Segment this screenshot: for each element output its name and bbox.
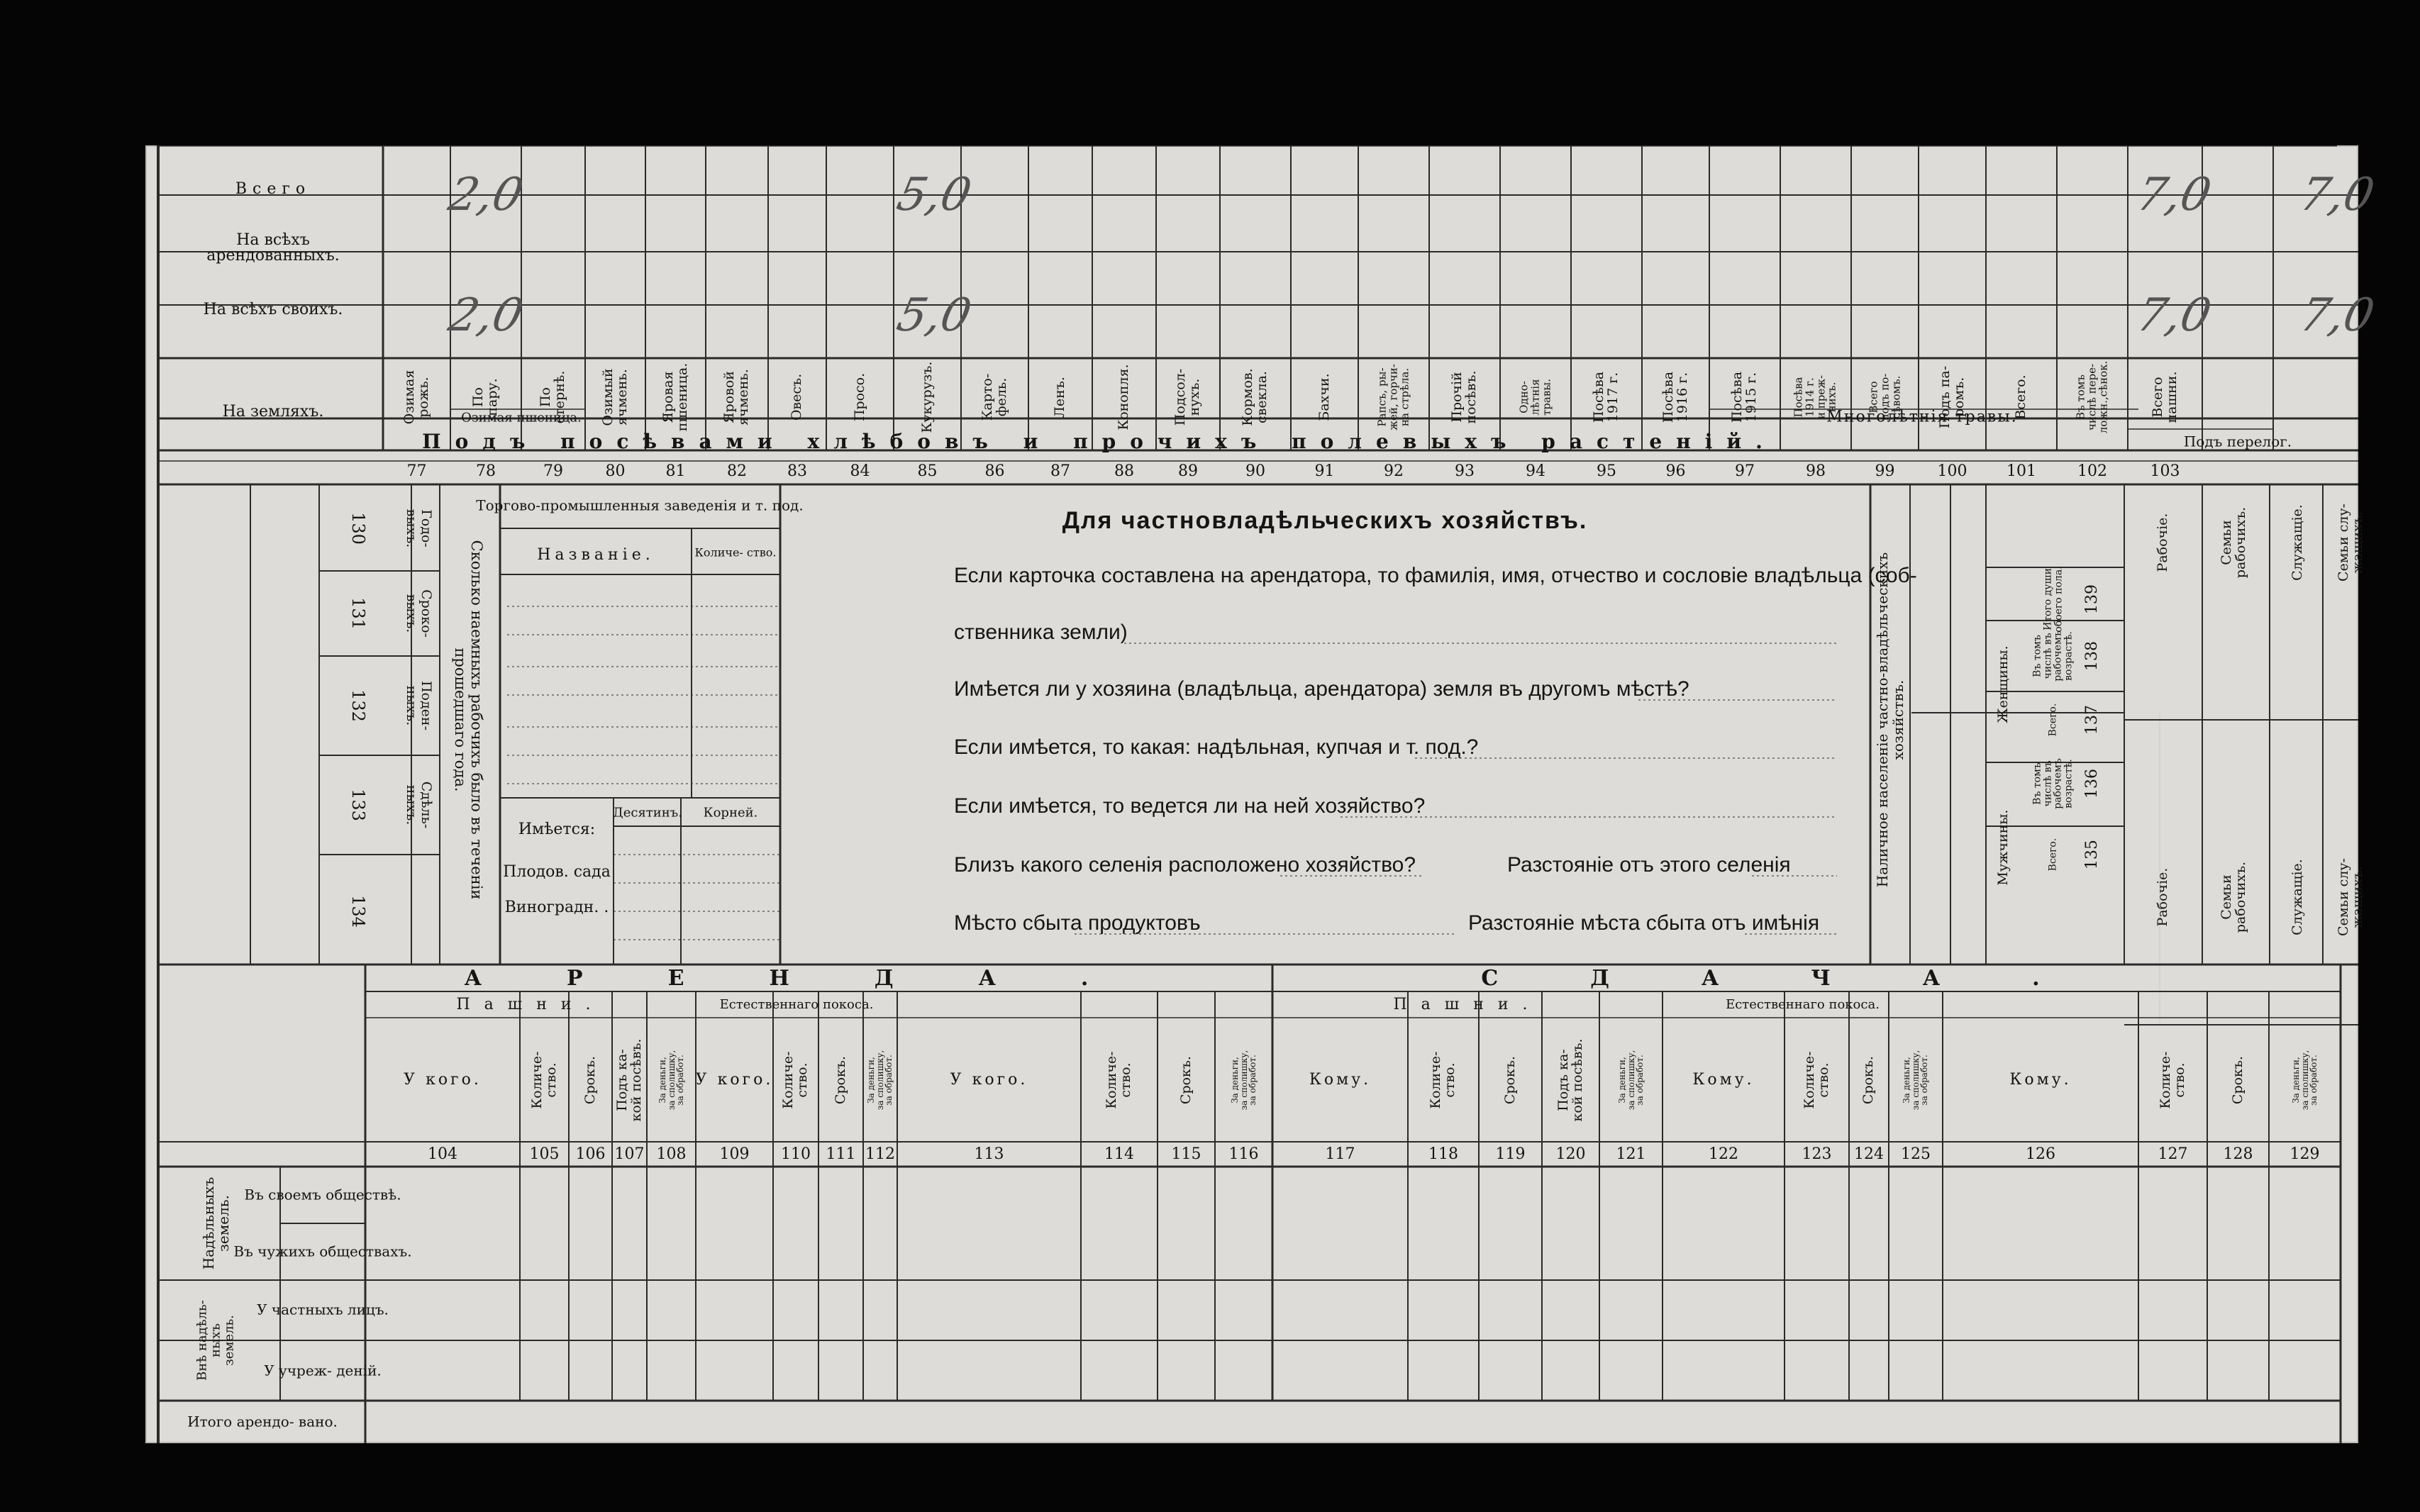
hired-num-132: 132: [348, 689, 369, 722]
col-num-87: 87: [1050, 462, 1070, 480]
lease-header-109: У кого.: [695, 1071, 774, 1089]
lease-num-117: 117: [1325, 1145, 1355, 1163]
crop-header-89: Подсол- нухъ.: [1172, 368, 1202, 426]
lease-num-112: 112: [865, 1145, 895, 1163]
hired-label-130: Годо- выхъ.: [404, 508, 434, 548]
pop-women-total: Всего.: [2047, 703, 2059, 737]
crop-header-88: Конопля.: [1116, 364, 1132, 430]
lease-num-121: 121: [1616, 1145, 1646, 1163]
handwritten-v99_total: 7,0: [2132, 169, 2216, 221]
question-q1: Если карточка составлена на арендатора, то фамилія, имя, отчество и сословіе владѣльца (соб-: [954, 564, 1917, 587]
crop-header-85: Кукурузъ.: [918, 361, 935, 433]
lease-num-104: 104: [428, 1145, 457, 1163]
lease-num-123: 123: [1802, 1145, 1832, 1163]
lease-num-113: 113: [974, 1145, 1004, 1163]
col-num-90: 90: [1245, 462, 1265, 480]
crop-header-99: Всего подъ по- сѣвомъ.: [1866, 373, 1902, 421]
lease-num-129: 129: [2289, 1145, 2320, 1163]
lease-header-129: За деньги, за сполишку, за обработ.: [2290, 1050, 2319, 1111]
pop-header-top-1: Семьи рабочихъ.: [2219, 506, 2248, 579]
sdacha-natural-label: Естественнаго покоса.: [1726, 997, 1880, 1012]
garden-roots-header: Корней.: [703, 805, 758, 821]
hired-num-130: 130: [348, 512, 369, 545]
lease-header-119: Срокъ.: [1502, 1055, 1518, 1105]
pop-total-both: Итого души обоего пола.: [2042, 566, 2064, 633]
crop-header-100: Подъ па- ромъ.: [1936, 365, 1967, 429]
lease-num-106: 106: [575, 1145, 606, 1163]
private-title: Для частновладѣльческихъ хозяйствъ.: [1062, 507, 1588, 534]
pop-header-bottom-2: Служащіе.: [2289, 859, 2306, 935]
lease-header-114: Количе- ство.: [1104, 1051, 1133, 1109]
lease-header-110: Количе- ство.: [780, 1051, 810, 1109]
crop-header-93: Прочій посѣвъ.: [1449, 370, 1479, 424]
census-card: [145, 145, 2379, 1443]
lease-num-109: 109: [719, 1145, 750, 1163]
lease-num-115: 115: [1171, 1145, 1201, 1163]
col-num-89: 89: [1178, 462, 1198, 480]
col-num-80: 80: [605, 462, 626, 480]
row-lands-label: На земляхъ.: [222, 403, 324, 421]
hired-num-134: 134: [348, 895, 369, 928]
lease-header-106: Срокъ.: [582, 1055, 598, 1105]
lease-header-118: Количе- ство.: [1428, 1051, 1458, 1109]
lease-header-108: За деньги, за сполишку, за обработ.: [657, 1050, 685, 1111]
col-num-92: 92: [1384, 462, 1404, 480]
crop-header-84: Просо.: [851, 372, 867, 422]
fallow-label: Подъ перелог.: [2183, 433, 2292, 450]
lease-header-128: Срокъ.: [2229, 1055, 2246, 1105]
population-title: Наличное населеніе частно-владѣльческихъ хозяйствъ.: [1874, 552, 1906, 888]
row-rented-label: На всѣхъ арендованныхъ.: [206, 231, 340, 265]
lease-num-126: 126: [2026, 1145, 2055, 1163]
crop-header-94: Одно- лѣтнія травы.: [1517, 379, 1553, 416]
lease-header-122: Кому.: [1692, 1071, 1755, 1089]
lease-num-122: 122: [1709, 1145, 1738, 1163]
hired-num-131: 131: [348, 597, 369, 630]
winter-wheat-label: Озимая пшеница.: [461, 410, 582, 426]
col-num-98: 98: [1806, 462, 1826, 480]
lease-num-120: 120: [1555, 1145, 1586, 1163]
garden-has-label: Имѣется:: [518, 821, 596, 838]
lease-num-128: 128: [2223, 1145, 2253, 1163]
arenda-natural-label: Естественнаго покоса.: [719, 997, 874, 1012]
handwritten-v82_own: 5,0: [892, 289, 976, 342]
col-num-77: 77: [406, 462, 427, 480]
crop-header-77: Озимая рожь.: [401, 369, 431, 425]
col-num-84: 84: [850, 462, 870, 480]
crop-header-86: Карто- фель.: [979, 373, 1009, 421]
handwritten-v103_total: 7,0: [2295, 169, 2379, 221]
crop-header-97: Посѣва 1915 г.: [1729, 371, 1759, 423]
crop-header-83: Овесъ.: [789, 373, 805, 421]
crop-header-87: Ленъ.: [1052, 377, 1068, 418]
crop-header-102: Въ томъ числѣ пере- ложн.,сѣнок.: [2074, 360, 2109, 434]
row-allot-label: Надѣльныхъ земель.: [200, 1177, 232, 1270]
pop-header-top-3: Семьи слу- жащихъ.: [2336, 504, 2365, 582]
col-num-102: 102: [2077, 462, 2107, 480]
pop-header-bottom-3: Семьи слу- жащихъ.: [2336, 858, 2365, 936]
lease-num-127: 127: [2158, 1145, 2188, 1163]
crop-header-95: Посѣва 1917 г.: [1591, 371, 1621, 423]
row-non-allot-label: Внѣ надѣль- ныхъ земель.: [194, 1300, 237, 1381]
col-num-91: 91: [1314, 462, 1335, 480]
hired-num-133: 133: [348, 789, 369, 821]
trade-title: Торгово-промышленныя заведенія и т. под.: [476, 496, 804, 514]
lease-num-118: 118: [1428, 1145, 1458, 1163]
crop-header-98: Посѣва 1914 г. и преж- нихъ.: [1792, 374, 1838, 420]
col-num-97: 97: [1735, 462, 1755, 480]
crop-header-82: Яровой ячмень.: [721, 369, 751, 426]
pop-header-top-2: Служащіе.: [2289, 504, 2306, 581]
lease-num-111: 111: [826, 1145, 856, 1163]
garden-vineyard-label: Виноградн. .: [504, 899, 609, 916]
question-q4: Если имѣется, то ведется ли на ней хозяйство?: [954, 794, 1426, 818]
lease-header-111: Срокъ.: [832, 1055, 848, 1105]
lease-num-110: 110: [781, 1145, 811, 1163]
crop-header-81: Яровая пшеница.: [660, 362, 690, 432]
crop-header-80: Озимый ячмень.: [599, 368, 630, 426]
crop-header-103: Всего пашни.: [2149, 371, 2180, 423]
sown-banner: Подъ посѣвами хлѣбовъ и прочихъ полевыхъ растеній.: [422, 430, 1777, 453]
pop-header-bottom-0: Рабочіе.: [2155, 867, 2171, 927]
col-num-88: 88: [1114, 462, 1134, 480]
col-num-85: 85: [917, 462, 938, 480]
crop-header-78: По пару.: [470, 378, 500, 416]
row-institutions: У учреж- деній.: [264, 1362, 382, 1379]
col-num-99: 99: [1875, 462, 1895, 480]
question-q6: Мѣсто сбыта продуктовъ: [954, 911, 1201, 935]
pop-num-137: 137: [2082, 705, 2101, 735]
crop-header-79: По стернѣ.: [538, 370, 567, 424]
lease-num-116: 116: [1228, 1145, 1259, 1163]
handwritten-v78_total: 2,0: [444, 169, 528, 221]
crop-header-101: Всего.: [2013, 374, 2029, 420]
crop-header-92: Рапсъ, ры- жей, горчи- на стрѣла.: [1375, 364, 1411, 430]
lease-num-107: 107: [614, 1145, 645, 1163]
pop-num-136: 136: [2082, 769, 2101, 799]
perennial-grasses-label: Многолѣтнія травы.: [1826, 408, 2018, 426]
row-total-leased: Итого арендо- вано.: [187, 1413, 338, 1430]
pop-men-label: Мужчины.: [1995, 809, 2011, 886]
question-q6b: Разстояніе мѣста сбыта отъ имѣнія: [1468, 911, 1820, 935]
pop-women-working: Въ томъ числѣ въ рабочемъ возрастѣ.: [2031, 630, 2075, 682]
col-num-93: 93: [1455, 462, 1475, 480]
pop-num-135: 135: [2082, 840, 2101, 869]
lease-header-116: За деньги, за сполишку, за обработ.: [1229, 1050, 1258, 1111]
crop-header-96: Посѣва 1916 г.: [1660, 371, 1690, 423]
garden-dessiatins-header: Десятинъ.: [613, 805, 682, 821]
col-num-86: 86: [984, 462, 1005, 480]
lease-num-114: 114: [1104, 1145, 1134, 1163]
col-num-81: 81: [665, 462, 686, 480]
lease-header-126: Кому.: [2009, 1071, 2072, 1089]
handwritten-v82_total: 5,0: [892, 169, 976, 221]
lease-header-105: Количе- ство.: [528, 1051, 559, 1109]
col-num-79: 79: [543, 462, 563, 480]
col-num-82: 82: [727, 462, 747, 480]
lease-header-127: Количе- ство.: [2157, 1051, 2187, 1109]
crop-header-90: Кормов. свекла.: [1240, 368, 1270, 426]
col-num-95: 95: [1597, 462, 1616, 480]
handwritten-v99_own: 7,0: [2132, 289, 2216, 342]
pop-num-138: 138: [2082, 641, 2101, 671]
question-q1b: ственника земли): [954, 621, 1128, 644]
lease-num-124: 124: [1854, 1145, 1884, 1163]
lease-num-119: 119: [1495, 1145, 1526, 1163]
hired-label-131: Сроко- выхъ.: [404, 589, 434, 638]
lease-header-113: У кого.: [950, 1071, 1028, 1089]
row-other-comm: Въ чужихъ обществахъ.: [233, 1243, 412, 1260]
row-total-label: Всего: [235, 180, 311, 198]
pop-women-label: Женщины.: [1995, 645, 2011, 723]
lease-header-115: Срокъ.: [1177, 1055, 1194, 1105]
lease-header-121: За деньги, за сполишку, за обработ.: [1616, 1050, 1645, 1111]
col-num-103: 103: [2150, 462, 2180, 480]
col-num-101: 101: [2007, 462, 2036, 480]
trade-qty-header: Количе- ство.: [694, 545, 777, 560]
question-q5b: Разстояніе отъ этого селенія: [1507, 853, 1791, 877]
col-num-83: 83: [787, 462, 807, 480]
row-own-comm: Въ своемъ обществѣ.: [244, 1186, 401, 1204]
hired-label-132: Поден- ныхъ.: [404, 680, 434, 731]
lease-header-104: У кого.: [404, 1071, 482, 1089]
trade-name-header: Названіе.: [537, 546, 655, 564]
pop-num-139: 139: [2082, 584, 2101, 614]
pop-men-working: Въ томъ числѣ въ рабочемъ возрастѣ.: [2031, 758, 2075, 809]
sdacha-pashni-label: Пашни.: [1393, 996, 1542, 1013]
lease-header-125: За деньги, за сполишку, за обработ.: [1902, 1050, 1930, 1111]
question-q5: Близъ какого селенія расположено хозяйство?: [954, 853, 1416, 877]
col-num-96: 96: [1665, 462, 1686, 480]
lease-num-105: 105: [529, 1145, 560, 1163]
sdacha-title: СДАЧА.: [1481, 966, 2132, 991]
garden-orchard-label: Плодов. сада: [503, 863, 611, 881]
lease-num-125: 125: [1901, 1145, 1931, 1163]
col-num-94: 94: [1526, 462, 1545, 480]
question-q3: Если имѣется, то какая: надѣльная, купчая и т. под.?: [954, 735, 1479, 759]
crop-header-91: Бахчи.: [1316, 373, 1332, 421]
lease-header-107: Подъ ка- кой посѣвъ.: [614, 1038, 644, 1122]
pop-men-total: Всего.: [2047, 838, 2059, 872]
pop-header-top-0: Рабочіе.: [2155, 513, 2171, 572]
row-own-label: На всѣхъ своихъ.: [203, 301, 343, 318]
lease-header-123: Количе- ство.: [1801, 1051, 1831, 1109]
col-num-100: 100: [1937, 462, 1967, 480]
hired-workers-label: Сколько наемныхъ рабочихъ было въ теченіи прошедшаго года.: [452, 540, 486, 900]
lease-header-124: Срокъ.: [1860, 1055, 1877, 1105]
col-num-78: 78: [476, 462, 496, 480]
lease-header-117: Кому.: [1309, 1071, 1372, 1089]
lease-header-112: За деньги, за сполишку, за обработ.: [866, 1050, 894, 1111]
hired-label-133: Сдѣль- ныхъ.: [404, 781, 434, 829]
handwritten-v78_own: 2,0: [444, 289, 528, 342]
handwritten-v103_own: 7,0: [2295, 289, 2379, 342]
lease-header-120: Подъ ка- кой посѣвъ.: [1555, 1038, 1585, 1122]
lease-num-108: 108: [656, 1145, 687, 1163]
pop-header-bottom-1: Семьи рабочихъ.: [2219, 861, 2248, 933]
row-private: У частныхъ лицъ.: [257, 1301, 389, 1318]
arenda-title: АРЕНДА.: [464, 966, 1174, 991]
arenda-pashni-label: Пашни.: [456, 996, 605, 1013]
question-q2: Имѣется ли у хозяина (владѣльца, арендатора) земля въ другомъ мѣстѣ?: [954, 677, 1689, 701]
